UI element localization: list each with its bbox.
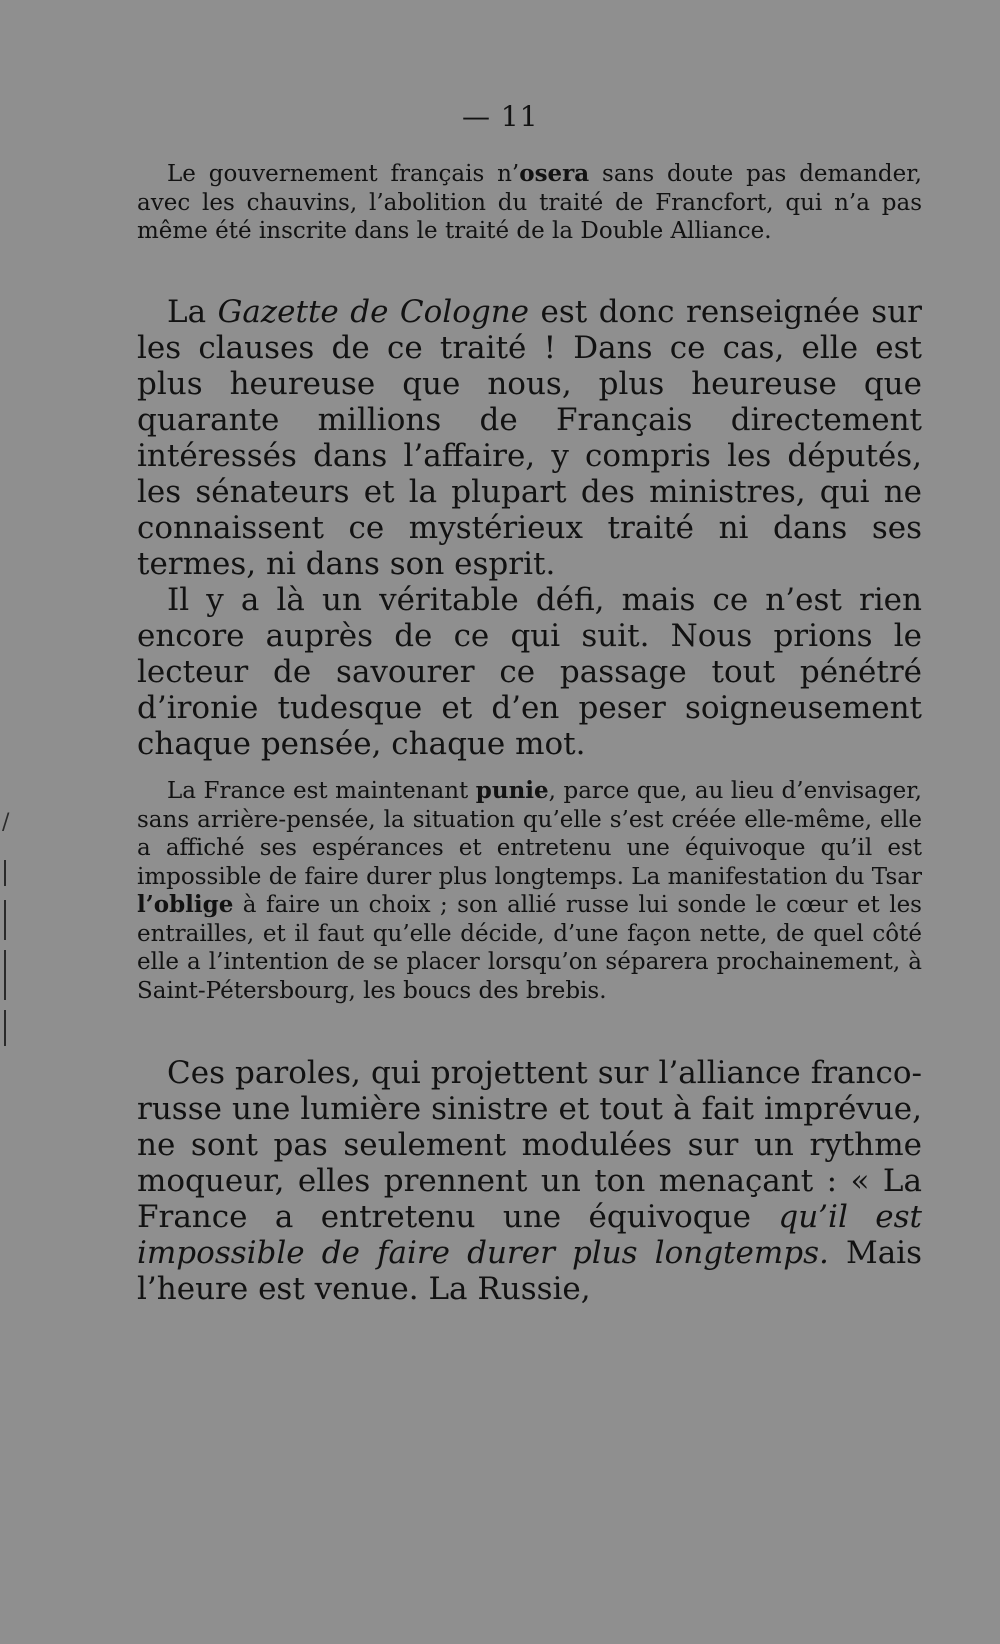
body-paragraph-2: Il y a là un véritable défi, mais ce n’est rien encore auprès de ce qui suit. Nous prions le lecteur de savourer ce passage tout pénétré d’ironie tudesque et d’en peser soigneusement chaque pensée, chaque mot. xyxy=(137,582,922,762)
body-paragraph-1: La Gazette de Cologne est donc renseignée sur les clauses de ce traité ! Dans ce cas, elle est plus heureuse que nous, plus heureuse que quarante millions de Français directement intéressés dans l’affaire, y compris les députés, les sénateurs et la plupart des ministres, qui ne connaissent ce mystérieux traité ni dans ses termes, ni dans son esprit. xyxy=(137,294,923,582)
page-number: — 11 xyxy=(462,100,539,133)
margin-mark-line xyxy=(4,860,6,886)
body-block-2 xyxy=(137,1055,922,1307)
body-block-1 xyxy=(137,294,922,762)
quote-block-2 xyxy=(137,777,922,1005)
quote-block-1 xyxy=(137,160,922,246)
quote-paragraph-2: La France est maintenant punie, parce que, au lieu d’envisager, sans arrière-pensée, la situation qu’elle s’est créée elle-même, elle a affiché ses espérances et entretenu une équivoque qu’il est impossible de faire durer plus longtemps. La manifestation du Tsar l’oblige à faire un choix ; son allié russe lui sonde le cœur et les entrailles, et il faut qu’elle décide, d’une façon nette, de quel côté elle a l’intention de se placer lorsqu’on séparera prochainement, à Saint-Pétersbourg, les boucs des brebis. xyxy=(137,777,922,1004)
margin-mark-line xyxy=(4,900,6,940)
margin-mark-slash: / xyxy=(2,810,10,835)
margin-mark-line xyxy=(4,1010,6,1046)
body-paragraph-3: Ces paroles, qui projettent sur l’alliance franco-russe une lumière sinistre et tout à fait imprévue, ne sont pas seulement modulées sur un rythme moqueur, elles prennent un ton menaçant : « La France a entretenu une équivoque qu’il est impossible de faire durer plus longtemps. Mais l’heure est venue. La Russie, xyxy=(137,1055,922,1307)
margin-mark-line xyxy=(4,950,6,1000)
quote-paragraph-1: Le gouvernement français n’osera sans doute pas demander, avec les chauvins, l’abolition du traité de Francfort, qui n’a pas même été inscrite dans le traité de la Double Alliance. xyxy=(137,160,922,244)
